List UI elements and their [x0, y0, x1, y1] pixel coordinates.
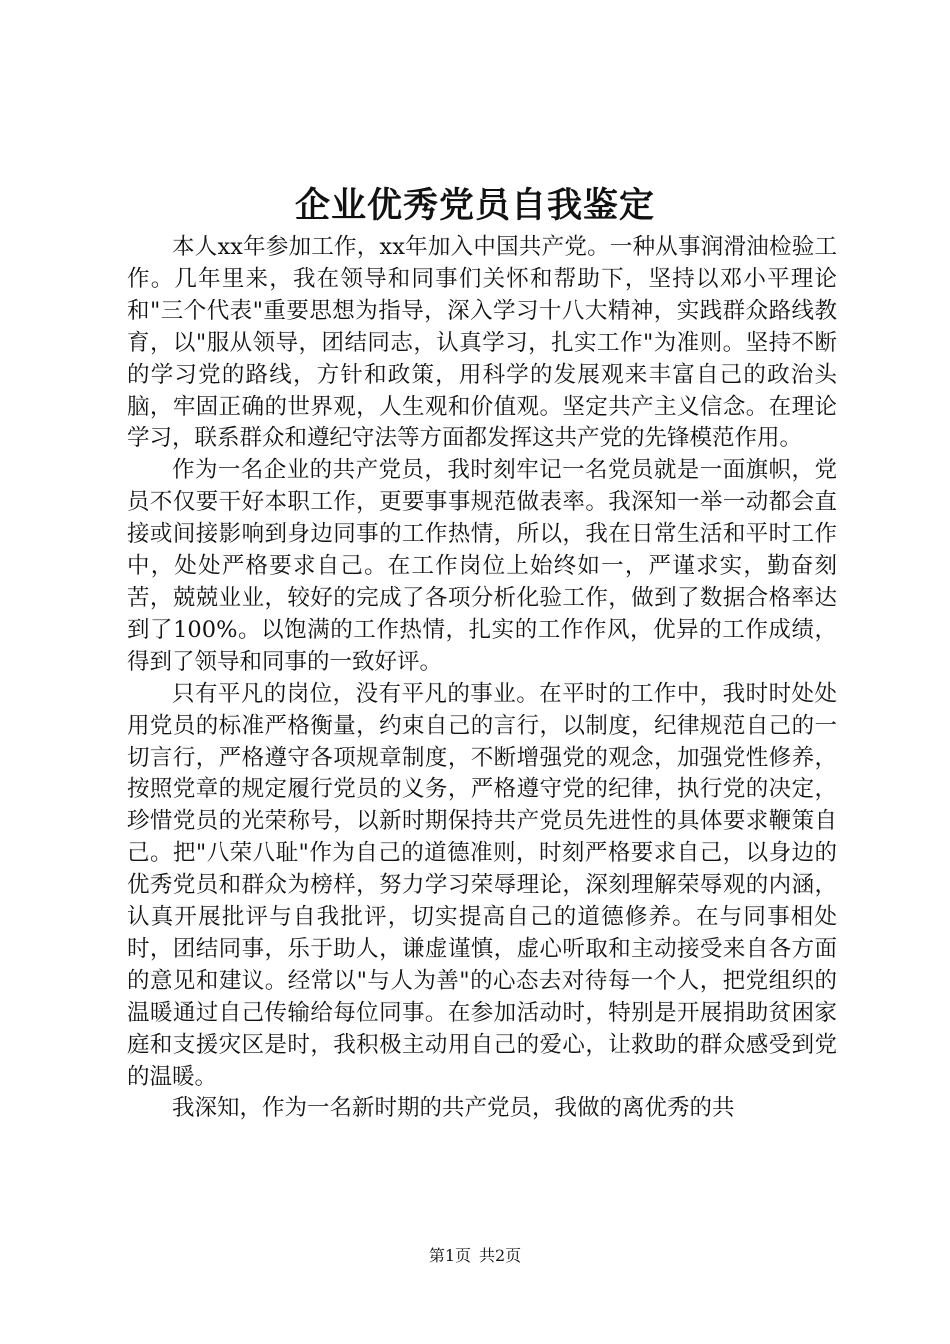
document-body: [127, 232, 837, 1125]
paragraph-3: 只有平凡的岗位，没有平凡的事业。在平时的工作中，我时时处处用党员的标准严格衡量，约束自己的言行，以制度，纪律规范自己的一切言行，严格遵守各项规章制度，不断增强党的观念，加强党性修养，按照党章的规定履行党员的义务，严格遵守党的纪律，执行党的决定，珍惜党员的光荣称号，以新时期保持共产党员先进性的具体要求鞭策自己。把"八荣八耻"作为自己的道德准则，时刻严格要求自己，以身边的优秀党员和群众为榜样，努力学习荣辱理论，深刻理解荣辱观的内涵，认真开展批评与自我批评，切实提高自己的道德修养。在与同事相处时，团结同事，乐于助人，谦虚谨慎，虚心听取和主动接受来自各方面的意见和建议。经常以"与人为善"的心态去对待每一个人，把党组织的温暖通过自己传输给每位同事。在参加活动时，特别是开展捐助贫困家庭和支援灾区是时，我积极主动用自己的爱心，让救助的群众感受到党的温暖。: [127, 680, 837, 1090]
paragraph-2: 作为一名企业的共产党员，我时刻牢记一名党员就是一面旗帜，党员不仅要干好本职工作，更要事事规范做表率。我深知一举一动都会直接或间接影响到身边同事的工作热情，所以，我在日常生活和平时工作中，处处严格要求自己。在工作岗位上始终如一，严谨求实，勤奋刻苦，兢兢业业，较好的完成了各项分析化验工作，做到了数据合格率达到了100%。以饱满的工作热情，扎实的工作作风，优异的工作成绩，得到了领导和同事的一致好评。: [127, 457, 837, 675]
page-footer: [0, 1244, 950, 1268]
paragraph-4: 我深知，作为一名新时期的共产党员，我做的离优秀的共: [172, 1095, 735, 1122]
paragraph-1: 本人xx年参加工作，xx年加入中国共产党。一种从事润滑油检验工作。几年里来，我在领导和同事们关怀和帮助下，坚持以邓小平理论和"三个代表"重要思想为指导，深入学习十八大精神，实践群众路线教育，以"服从领导，团结同志，认真学习，扎实工作"为准则。坚持不断的学习党的路线，方针和政策，用科学的发展观来丰富自己的政治头脑，牢固正确的世界观，人生观和价值观。坚定共产主义信念。在理论学习，联系群众和遵纪守法等方面都发挥这共产党的先锋模范作用。: [127, 234, 837, 452]
page-number-current: 第1页: [428, 1246, 471, 1265]
page-number-total: 共2页: [479, 1246, 522, 1265]
document-title: 企业优秀党员自我鉴定: [294, 185, 655, 226]
